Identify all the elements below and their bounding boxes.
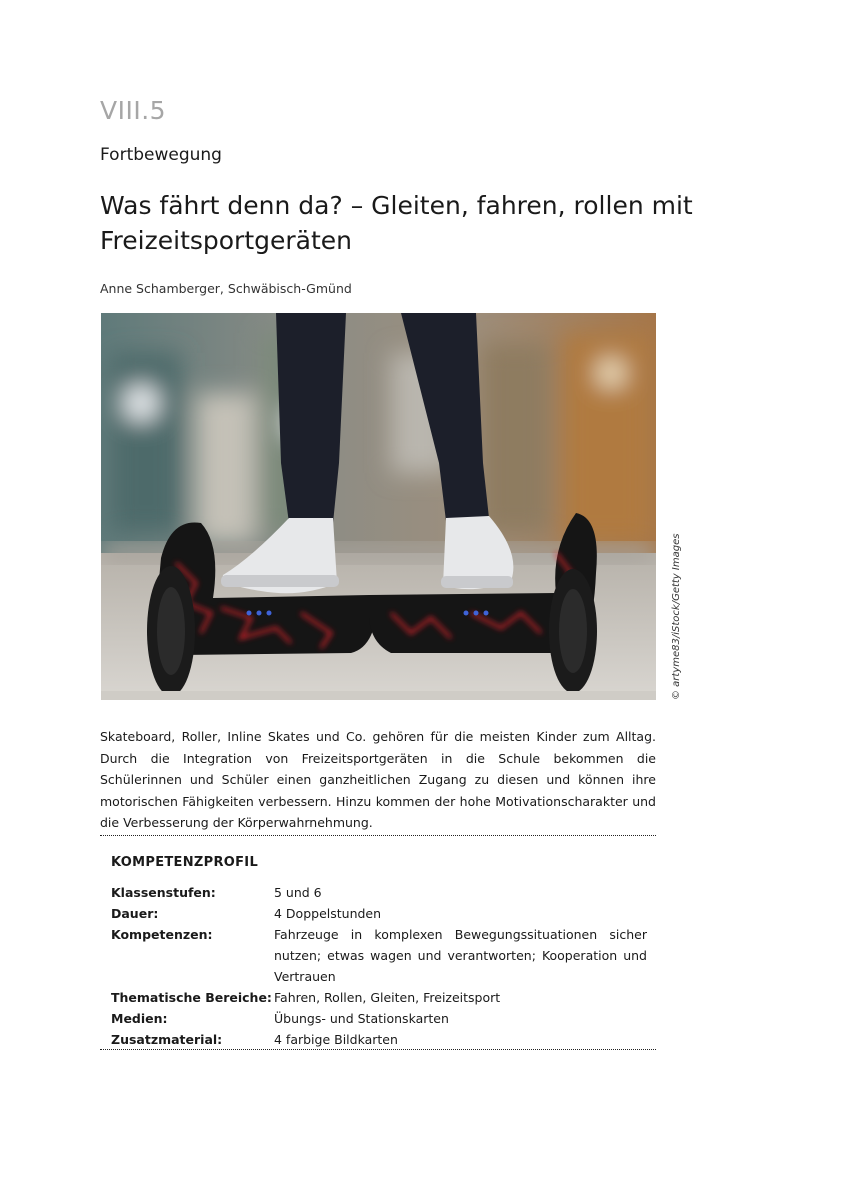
profile-label: Thematische Bereiche: — [111, 990, 272, 1005]
profile-value: Fahrzeuge in komplexen Bewegungssituationen sicher nutzen; etwas wagen und verantworten; Kooperation und Vertrauen — [274, 927, 647, 984]
profile-value: Fahren, Rollen, Gleiten, Freizeitsport — [274, 990, 501, 1005]
profile-label: Zusatzmaterial: — [111, 1032, 223, 1047]
profile-row-grades — [111, 882, 647, 903]
profile-value: 4 Doppelstunden — [274, 906, 382, 921]
profile-value: 5 und 6 — [274, 885, 322, 900]
profile-row-competences — [111, 924, 647, 987]
dotted-divider-top — [100, 835, 656, 836]
page-title-line-1: Was fährt denn da? – Gleiten, fahren, rollen mit — [100, 191, 693, 220]
profile-label: Medien: — [111, 1011, 168, 1026]
profile-row-media — [111, 1008, 647, 1029]
profile-label: Klassenstufen: — [111, 885, 216, 900]
page-title-line-2: Freizeitsportgeräten — [100, 226, 353, 255]
category-heading: Fortbewegung — [100, 145, 222, 165]
dotted-divider-bottom — [100, 1049, 656, 1050]
intro-paragraph: Skateboard, Roller, Inline Skates und Co. gehören für die meisten Kinder zum Alltag. Durch die Integration von Freizeitsportgeräten in die Schule bekommen die Schülerinnen und Schüler einen ganzheitlichen Zugang zu diesen und können ihre motorischen Fähigkeiten verbessern. Hinzu kommen der hohe Motivationscharakter und die Verbesserung der Körperwahrnehmung. — [100, 729, 656, 830]
profile-row-duration — [111, 903, 647, 924]
page-title — [100, 188, 700, 258]
author: Anne Schamberger, Schwäbisch-Gmünd — [100, 281, 352, 296]
section-number: VIII.5 — [100, 96, 167, 125]
profile-label: Dauer: — [111, 906, 159, 921]
profile-row-extra-material — [111, 1029, 647, 1050]
hoverboard-photo — [101, 313, 656, 700]
photo-credit: © artyme83/iStock/Getty Images — [671, 533, 682, 700]
competence-profile — [111, 882, 647, 1050]
profile-row-topics — [111, 987, 647, 1008]
profile-value: 4 farbige Bildkarten — [274, 1032, 398, 1047]
profile-heading: KOMPETENZPROFIL — [111, 855, 259, 870]
profile-value: Übungs- und Stationskarten — [274, 1011, 449, 1026]
profile-label: Kompetenzen: — [111, 927, 213, 942]
